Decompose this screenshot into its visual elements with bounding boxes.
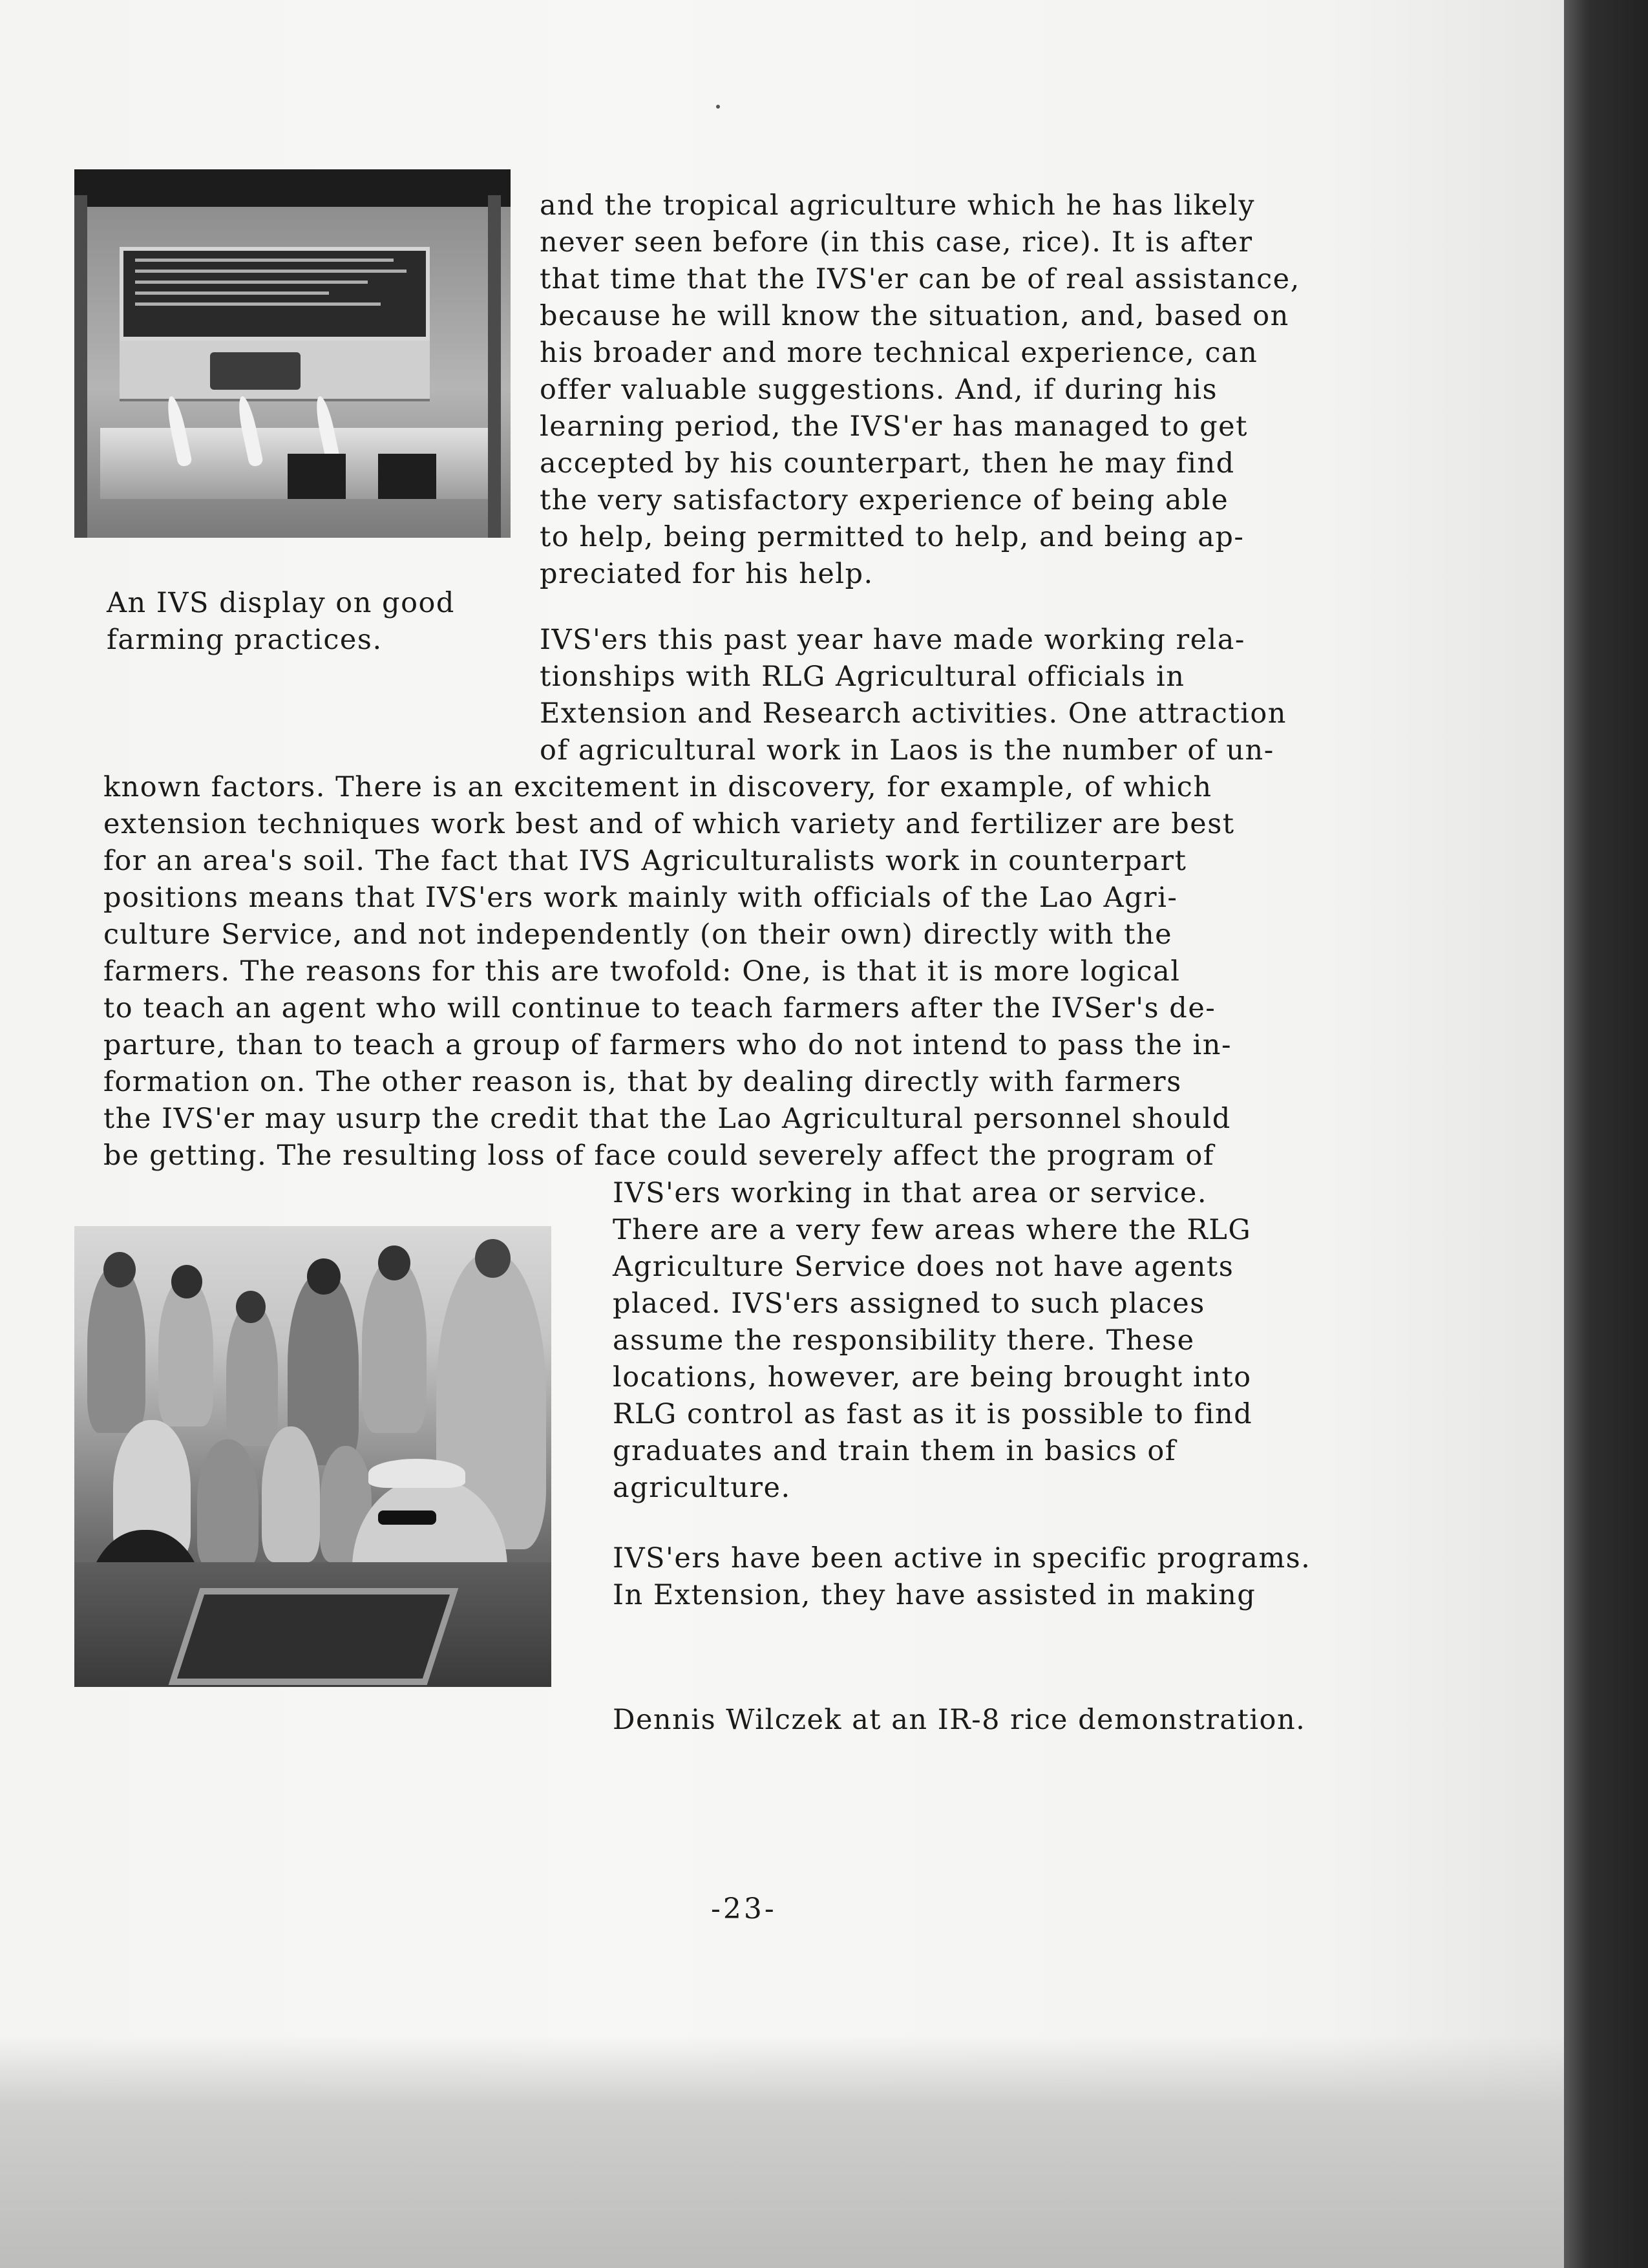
text-line: RLG control as fast as it is possible to find xyxy=(613,1398,1253,1430)
page-number: -23- xyxy=(711,1892,777,1925)
text-line: locations, however, are being brought into xyxy=(613,1361,1252,1394)
caption-line: An IVS display on good xyxy=(107,587,455,619)
paragraph-3 xyxy=(613,1212,1252,1507)
paragraph-1 xyxy=(540,187,1300,593)
text-line: to teach an agent who will continue to teach farmers after the IVSer's de- xyxy=(103,992,1216,1024)
text-line: that time that the IVS'er can be of real assistance, xyxy=(540,263,1300,295)
text-line: be getting. The resulting loss of face could severely affect the program of xyxy=(103,1139,1215,1172)
paragraph-2-start xyxy=(540,622,1287,769)
paragraph-2-body xyxy=(103,769,1235,1174)
text-line: never seen before (in this case, rice). It is after xyxy=(540,226,1253,259)
speck-mark xyxy=(716,105,720,109)
text-line: agriculture. xyxy=(613,1472,791,1504)
top-photo-caption xyxy=(107,585,455,659)
text-line: and the tropical agriculture which he has likely xyxy=(540,189,1256,222)
text-line: offer valuable suggestions. And, if during his xyxy=(540,374,1218,406)
paragraph-2-end xyxy=(613,1175,1207,1212)
text-line: the IVS'er may usurp the credit that the Lao Agricultural personnel should xyxy=(103,1103,1231,1135)
text-line: accepted by his counterpart, then he may find xyxy=(540,447,1235,480)
caption-line: Dennis Wilczek at an IR-8 rice demonstration. xyxy=(613,1704,1306,1736)
text-line: graduates and train them in basics of xyxy=(613,1435,1177,1467)
text-line: extension techniques work best and of which variety and fertilizer are best xyxy=(103,808,1235,840)
text-line: positions means that IVS'ers work mainly with officials of the Lao Agri- xyxy=(103,882,1178,914)
scan-shadow xyxy=(0,2036,1564,2268)
bottom-photo-caption xyxy=(613,1702,1305,1739)
caption-line: farming practices. xyxy=(107,624,383,656)
villagers-group-photo xyxy=(74,1226,551,1687)
text-line: In Extension, they have assisted in making xyxy=(613,1579,1256,1611)
text-line: known factors. There is an excitement in discovery, for example, of which xyxy=(103,771,1212,803)
display-board-photo xyxy=(74,169,511,538)
text-line: to help, being permitted to help, and being ap- xyxy=(540,521,1245,553)
text-line: parture, than to teach a group of farmers who do not intend to pass the in- xyxy=(103,1029,1232,1061)
text-line: IVS'ers working in that area or service. xyxy=(613,1177,1208,1209)
text-line: Extension and Research activities. One attraction xyxy=(540,697,1287,730)
text-line: IVS'ers have been active in specific programs. xyxy=(613,1542,1311,1574)
paragraph-4 xyxy=(613,1540,1311,1614)
text-line: farmers. The reasons for this are twofold: One, is that it is more logical xyxy=(103,955,1181,988)
text-line: of agricultural work in Laos is the number of un- xyxy=(540,734,1274,767)
text-line: Agriculture Service does not have agents xyxy=(613,1251,1234,1283)
text-line: placed. IVS'ers assigned to such places xyxy=(613,1288,1205,1320)
text-line: culture Service, and not independently (on their own) directly with the xyxy=(103,918,1173,951)
text-line: the very satisfactory experience of being able xyxy=(540,484,1229,516)
text-line: for an area's soil. The fact that IVS Agriculturalists work in counterpart xyxy=(103,845,1187,877)
binding-edge xyxy=(1564,0,1648,2268)
text-line: IVS'ers this past year have made working rela- xyxy=(540,624,1245,656)
text-line: learning period, the IVS'er has managed to get xyxy=(540,410,1248,443)
text-line: There are a very few areas where the RLG xyxy=(613,1214,1252,1246)
text-line: formation on. The other reason is, that by dealing directly with farmers xyxy=(103,1066,1182,1098)
text-line: assume the responsibility there. These xyxy=(613,1324,1195,1357)
text-line: tionships with RLG Agricultural officials in xyxy=(540,661,1185,693)
text-line: his broader and more technical experience, can xyxy=(540,337,1258,369)
text-line: preciated for his help. xyxy=(540,558,874,590)
text-line: because he will know the situation, and, based on xyxy=(540,300,1289,332)
